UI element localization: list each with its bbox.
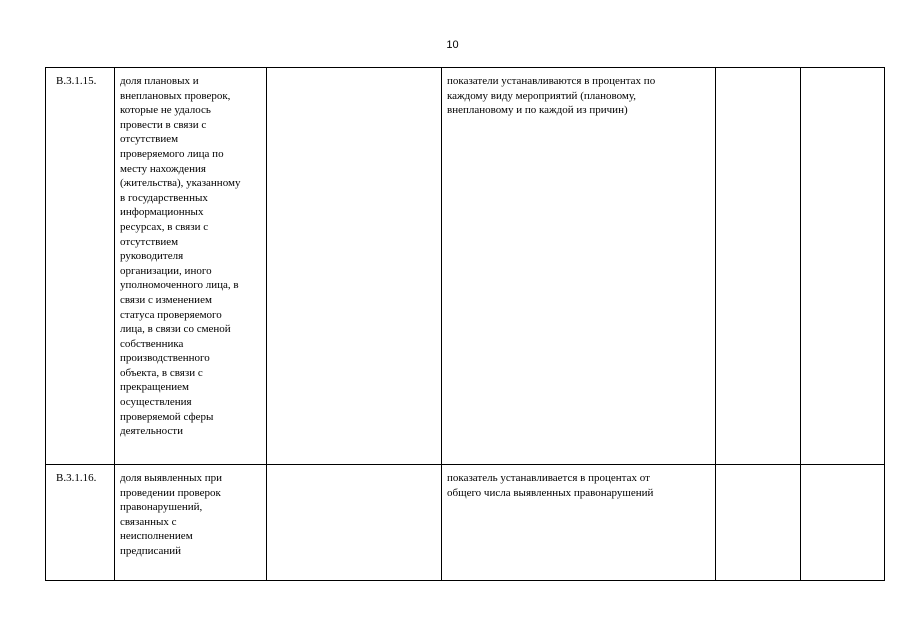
- indicator-col5-cell: [716, 68, 801, 465]
- indicator-comment-cell: показатель устанавливается в процентах от общего числа выявленных правонарушений: [442, 465, 716, 581]
- indicator-name-cell: доля плановых и внеплановых проверок, которые не удалось провести в связи с отсутствием проверяемого лица по месту нахождения (жительства), указанному в государственных информационных ресурсах, в связи с отсутствием руководителя организации, иного уполномоченного лица, в связи с изменением статуса проверяемого лица, в связи со сменой собственника производственного объекта, в связи с прекращением осуществления проверяемой сферы деятельности: [115, 68, 267, 465]
- indicator-formula-cell: [267, 68, 442, 465]
- table-row: [46, 68, 885, 465]
- indicator-col5-cell: [716, 465, 801, 581]
- indicator-code-cell: В.3.1.16.: [46, 465, 115, 581]
- indicator-formula-cell: [267, 465, 442, 581]
- page-number: 10: [446, 39, 459, 51]
- indicators-table: [45, 67, 885, 581]
- indicator-name-cell: доля выявленных при проведении проверок правонарушений, связанных с неисполнением предписаний: [115, 465, 267, 581]
- indicator-col6-cell: [801, 465, 885, 581]
- table-row: [46, 465, 885, 581]
- indicator-col6-cell: [801, 68, 885, 465]
- indicator-comment-cell: показатели устанавливаются в процентах по каждому виду мероприятий (плановому, внеплановому и по каждой из причин): [442, 68, 716, 465]
- indicator-code-cell: В.3.1.15.: [46, 68, 115, 465]
